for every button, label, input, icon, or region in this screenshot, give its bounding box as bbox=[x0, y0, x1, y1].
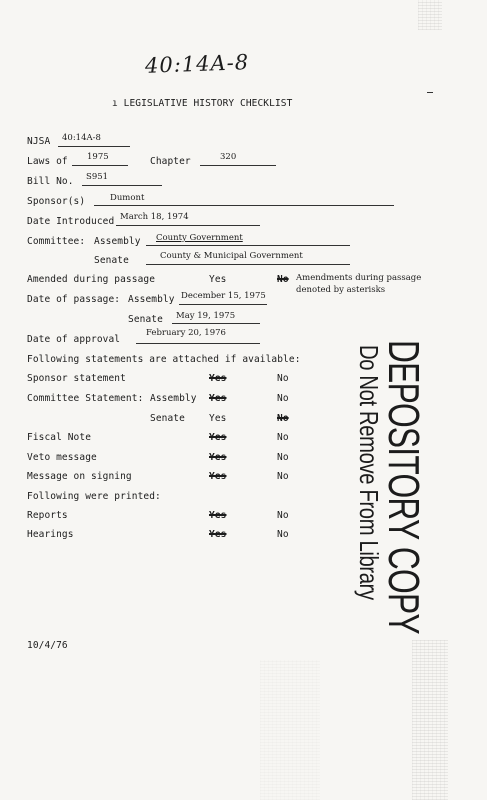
hearings-yes: Yes bbox=[209, 529, 227, 540]
amended-note-2: denoted by asterisks bbox=[296, 285, 386, 295]
depository-stamp-line2: Do Not Remove From Library bbox=[354, 345, 384, 600]
fiscal-note-label: Fiscal Note bbox=[27, 432, 92, 443]
reports-yes: Yes bbox=[209, 510, 227, 521]
passage-assembly-value: December 15, 1975 bbox=[181, 291, 266, 301]
passage-senate-value: May 19, 1975 bbox=[176, 311, 236, 321]
signing-message-no: No bbox=[277, 471, 289, 482]
signing-message-label: Message on signing bbox=[27, 471, 132, 482]
depository-stamp-line1: DEPOSITORY COPY bbox=[379, 340, 428, 634]
committee-assembly-label: Assembly bbox=[94, 236, 141, 247]
veto-message-label: Veto message bbox=[27, 452, 97, 463]
veto-message-no: No bbox=[277, 452, 289, 463]
committee-statement-assembly-yes: Yes bbox=[209, 393, 227, 404]
bill-label: Bill No. bbox=[27, 176, 74, 187]
njsa-label: NJSA bbox=[27, 136, 51, 147]
date-introduced-value: March 18, 1974 bbox=[120, 212, 189, 222]
statements-heading: Following statements are attached if available: bbox=[27, 354, 301, 365]
committee-statement-label: Committee Statement: bbox=[27, 393, 144, 404]
committee-statement-senate-yes: Yes bbox=[209, 413, 227, 424]
committee-statement-senate: Senate bbox=[150, 413, 185, 424]
committee-label: Committee: bbox=[27, 236, 86, 247]
hearings-label: Hearings bbox=[27, 529, 74, 540]
sponsor-value: Dumont bbox=[110, 193, 145, 203]
committee-statement-senate-no: No bbox=[277, 413, 289, 424]
approval-label: Date of approval bbox=[27, 334, 121, 345]
amended-no: No bbox=[277, 274, 289, 285]
amended-note-1: Amendments during passage bbox=[296, 273, 422, 283]
amended-yes: Yes bbox=[209, 274, 227, 285]
sponsor-statement-yes: Yes bbox=[209, 373, 227, 384]
sponsor-statement-no: No bbox=[277, 373, 289, 384]
fiscal-note-no: No bbox=[277, 432, 289, 443]
veto-message-yes: Yes bbox=[209, 452, 227, 463]
committee-statement-assembly-no: No bbox=[277, 393, 289, 404]
sponsor-statement-label: Sponsor statement bbox=[27, 373, 126, 384]
laws-value: 1975 bbox=[87, 152, 109, 162]
committee-senate-value: County & Municipal Government bbox=[160, 251, 303, 261]
scan-noise-top bbox=[418, 0, 442, 30]
reports-no: No bbox=[277, 510, 289, 521]
njsa-value: 40:14A-8 bbox=[62, 133, 101, 143]
signing-message-yes: Yes bbox=[209, 471, 227, 482]
passage-assembly-label: Assembly bbox=[128, 294, 175, 305]
scan-noise-bottom-right bbox=[412, 640, 448, 800]
committee-statement-assembly: Assembly bbox=[150, 393, 197, 404]
chapter-line bbox=[200, 154, 276, 166]
hearings-no: No bbox=[277, 529, 289, 540]
chapter-value: 320 bbox=[220, 152, 237, 162]
page-title bbox=[112, 98, 292, 109]
reports-label: Reports bbox=[27, 510, 68, 521]
sponsor-label: Sponsor(s) bbox=[27, 196, 86, 207]
amended-label: Amended during passage bbox=[27, 274, 156, 285]
fiscal-note-yes: Yes bbox=[209, 432, 227, 443]
footer-date: 10/4/76 bbox=[27, 640, 68, 651]
printed-heading: Following were printed: bbox=[27, 491, 161, 502]
handwritten-id: 40:14A-8 bbox=[144, 50, 250, 78]
approval-value: February 20, 1976 bbox=[146, 328, 226, 338]
date-introduced-label: Date Introduced bbox=[27, 216, 115, 227]
page-title-text: LEGISLATIVE HISTORY CHECKLIST bbox=[123, 98, 293, 109]
passage-label: Date of passage: bbox=[27, 294, 121, 305]
bill-value: S951 bbox=[86, 172, 109, 182]
corner-mark bbox=[427, 92, 433, 93]
laws-label: Laws of bbox=[27, 156, 68, 167]
committee-senate-label: Senate bbox=[94, 255, 129, 266]
scan-noise-bottom-mid bbox=[260, 660, 320, 800]
committee-assembly-value: County Government bbox=[156, 233, 243, 243]
chapter-label: Chapter bbox=[150, 156, 191, 167]
passage-senate-label: Senate bbox=[128, 314, 163, 325]
title-marker: ı bbox=[112, 98, 124, 109]
